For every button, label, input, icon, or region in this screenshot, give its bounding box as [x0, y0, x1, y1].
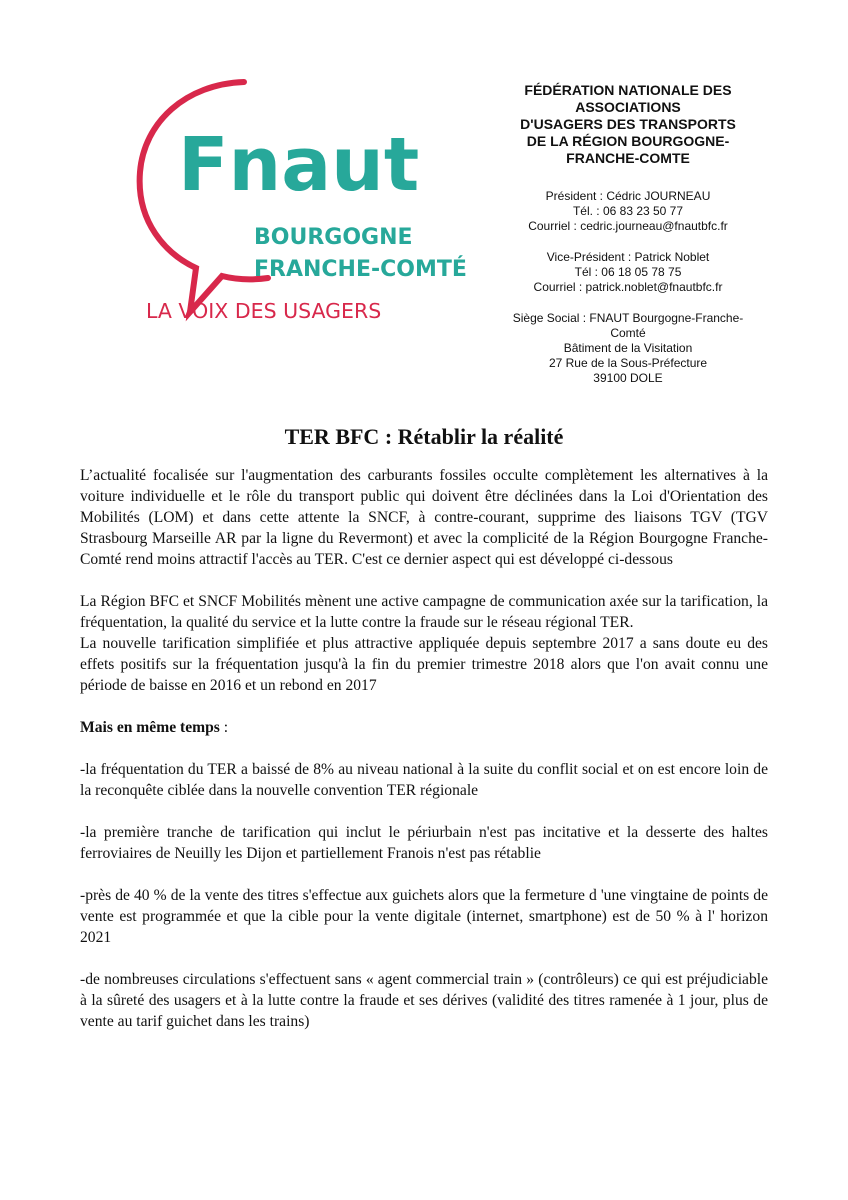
- paragraph-spacer: [80, 801, 768, 822]
- letterhead: [488, 82, 768, 386]
- president-name: Président : Cédric JOURNEAU: [545, 189, 711, 203]
- logo-region-line2: FRANCHE-COMTÉ: [254, 257, 467, 282]
- seat-city: 39100 DOLE: [593, 371, 663, 385]
- head-office-address: [488, 311, 768, 386]
- logo-wordmark: Fnaut: [178, 122, 420, 208]
- fnaut-logo-graphic: [126, 72, 474, 330]
- vice-president-name: Vice-Président : Patrick Noblet: [546, 250, 710, 264]
- paragraph-spacer: [80, 738, 768, 759]
- seat-name: Siège Social : FNAUT Bourgogne-Franche-Comté: [512, 311, 744, 340]
- meanwhile-bold: Mais en même temps: [80, 719, 220, 736]
- point-attendance: -la fréquentation du TER a baissé de 8% au niveau national à la suite du conflit social et on est encore loin de la reconquête ciblée dans la nouvelle convention TER régionale: [80, 761, 768, 799]
- president-contact: [488, 189, 768, 234]
- org-name-line: FÉDÉRATION NATIONALE DES: [524, 82, 732, 98]
- vice-president-email: Courriel : patrick.noblet@fnautbfc.fr: [533, 280, 723, 294]
- president-email: Courriel : cedric.journeau@fnautbfc.fr: [528, 219, 728, 233]
- org-name-line: FRANCHE-COMTE: [566, 150, 690, 166]
- logo-region-line1: BOURGOGNE: [254, 225, 413, 250]
- paragraph-spacer: [80, 948, 768, 969]
- organization-name: [488, 82, 768, 167]
- paragraph-spacer: [80, 696, 768, 717]
- paragraph-spacer: [80, 570, 768, 591]
- campaign-paragraph: La Région BFC et SNCF Mobilités mènent une active campagne de communication axée sur la tarification, la fréquentation, la qualité du service et la lutte contre la fraude sur le réseau régional TER.: [80, 593, 768, 631]
- vice-president-phone: Tél : 06 18 05 78 75: [574, 265, 682, 279]
- fnaut-logo: [126, 72, 474, 330]
- org-name-line: DE LA RÉGION BOURGOGNE-: [526, 133, 730, 149]
- seat-building: Bâtiment de la Visitation: [563, 341, 693, 355]
- org-name-line: ASSOCIATIONS: [575, 99, 681, 115]
- point-ticket-sales: -près de 40 % de la vente des titres s'effectue aux guichets alors que la fermeture d 'une vingtaine de points de vente est programmée et que la cible pour la vente digitale (internet, smartphone) est de 50 % à l' horizon 2021: [80, 887, 768, 946]
- meanwhile-colon: :: [219, 719, 229, 736]
- document-title: TER BFC : Rétablir la réalité: [284, 424, 564, 449]
- pricing-paragraph: La nouvelle tarification simplifiée et plus attractive appliquée depuis septembre 2017 a sans doute eu des effets positifs sur la fréquentation jusqu'à la fin du premier trimestre 2018 alors que l'on avait connu une période de baisse en 2016 et un rebond en 2017: [80, 635, 768, 694]
- intro-paragraph: L’actualité focalisée sur l'augmentation des carburants fossiles occulte complètement les alternatives à la voiture individuelle et le rôle du transport public qui doivent être déclinées dans la Loi d'Orientation des Mobilités (LOM) et dans cette attente la SNCF, à contre-courant, supprime des liaisons TGV (TGV Strasbourg Marseille AR par la ligne du Revermont) et avec la complicité de la Région Bourgogne Franche-Comté rend moins attractif l'accès au TER. C'est ce dernier aspect qui est développé ci-dessous: [80, 467, 768, 568]
- president-phone: Tél. : 06 83 23 50 77: [572, 204, 684, 218]
- meanwhile-heading: [80, 717, 768, 738]
- seat-street: 27 Rue de la Sous-Préfecture: [548, 356, 708, 370]
- logo-tagline: LA VOIX DES USAGERS: [146, 299, 382, 323]
- org-name-line: D'USAGERS DES TRANSPORTS: [520, 116, 736, 132]
- paragraph-spacer: [80, 864, 768, 885]
- vice-president-contact: [488, 250, 768, 295]
- document-body: [80, 465, 768, 1032]
- point-pricing-tier: -la première tranche de tarification qui inclut le périurbain n'est pas incitative et la desserte des haltes ferroviaires de Neuilly les Dijon et partiellement Franois n'est pas rétablie: [80, 824, 768, 862]
- point-train-staff: -de nombreuses circulations s'effectuent sans « agent commercial train » (contrôleurs) ce qui est préjudiciable à la sûreté des usagers et à la lutte contre la fraude et ses dérives (validité des titres ramenée à 1 jour, plus de vente au tarif guichet dans les trains): [80, 971, 768, 1030]
